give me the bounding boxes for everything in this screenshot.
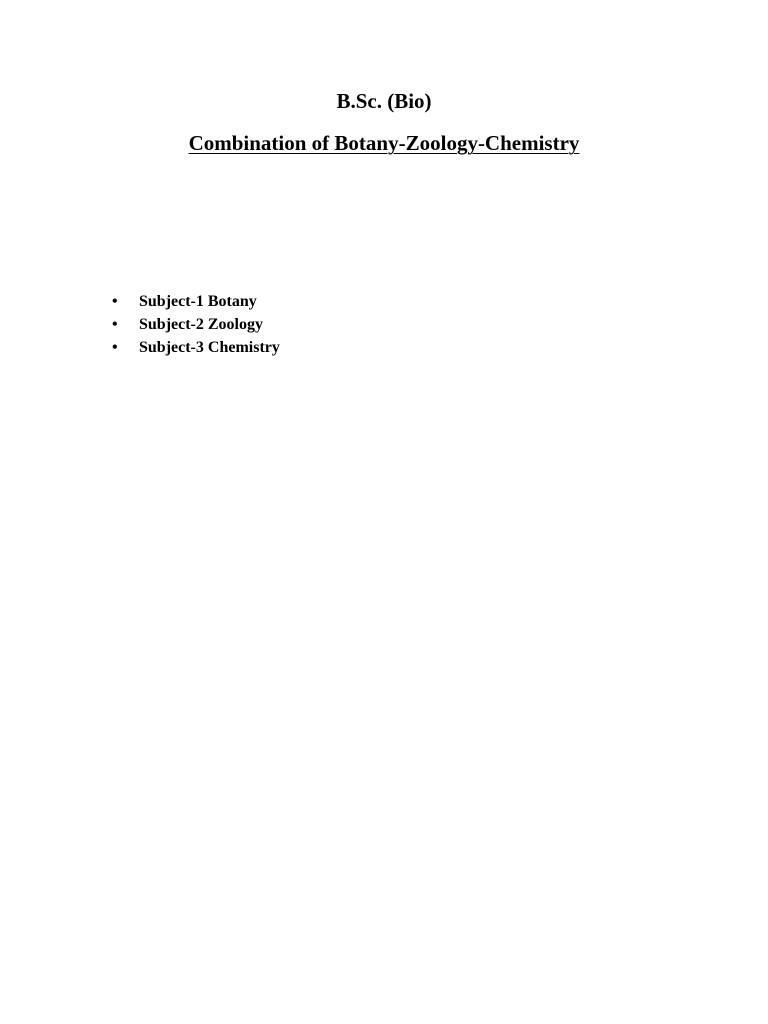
subject-label: Subject-3 Chemistry: [139, 338, 280, 356]
bullet-icon: •: [112, 338, 118, 356]
subject-label: Subject-2 Zoology: [139, 315, 263, 333]
bullet-icon: •: [112, 292, 118, 310]
list-item: [112, 290, 280, 313]
subject-list: [112, 290, 280, 359]
document-title: B.Sc. (Bio): [336, 89, 432, 113]
list-item: [112, 336, 280, 359]
bullet-icon: •: [112, 315, 118, 333]
document-subtitle: Combination of Botany-Zoology-Chemistry: [188, 131, 580, 155]
subject-label: Subject-1 Botany: [139, 292, 257, 310]
list-item: [112, 313, 280, 336]
